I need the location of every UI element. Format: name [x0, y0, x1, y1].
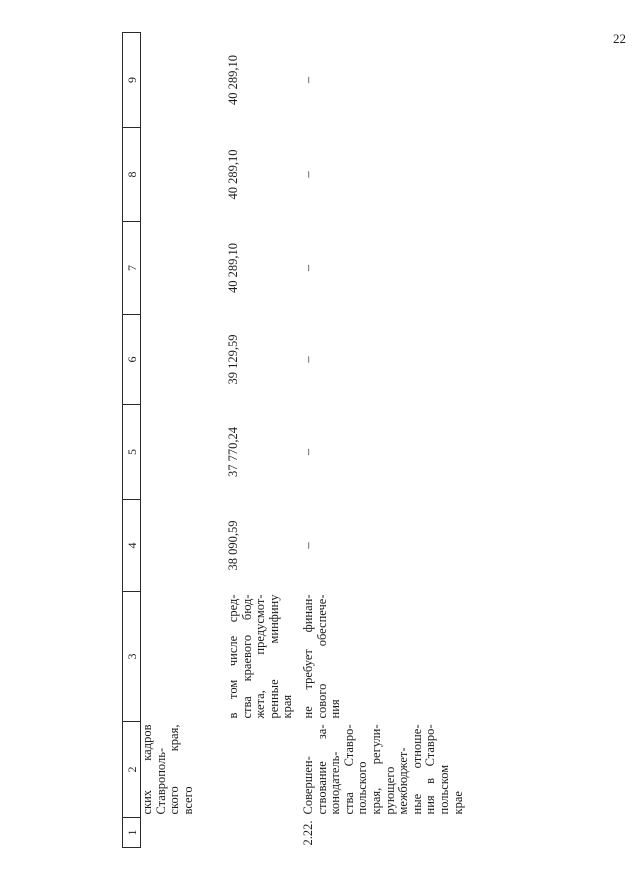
item-number-cell: 2.22.	[301, 820, 315, 846]
text-line: ствование за-	[314, 724, 329, 815]
header-col-9: 9	[123, 33, 141, 128]
table-row	[227, 33, 302, 848]
text-line: Совершен-	[301, 756, 315, 815]
dash-cell-col4: –	[301, 542, 315, 549]
text-line: жета, предусмот-	[253, 594, 268, 719]
header-col-3: 3	[123, 592, 141, 722]
header-col-1: 1	[123, 818, 141, 848]
table-row	[141, 33, 228, 848]
value-cell-col4: 38 090,59	[226, 520, 240, 571]
cell-row2-col3	[227, 592, 302, 722]
dash-cell-col9: –	[301, 76, 315, 84]
text-line: ства Ставро-	[341, 724, 356, 815]
value-cell-col7: 40 289,10	[226, 243, 240, 293]
budget-table	[122, 32, 468, 848]
text-line: межбюджет-	[396, 747, 411, 815]
text-line: ских кадров	[140, 724, 154, 815]
dash-cell-col7: –	[301, 264, 315, 272]
page-number: 22	[613, 31, 626, 46]
cell-row2-col2	[227, 722, 302, 818]
text-line: ния в Ставро-	[423, 724, 438, 815]
value-cell-col5: 37 770,24	[226, 427, 240, 477]
cell-row1-col9	[141, 33, 228, 128]
text-line: польского	[355, 761, 370, 815]
dash-cell-col5: –	[301, 448, 315, 456]
text-line: края, регули-	[368, 724, 383, 815]
text-line: крае	[450, 791, 465, 815]
value-cell-col6: 39 129,59	[226, 334, 240, 385]
text-line: Ставрополь-	[153, 747, 168, 815]
value-cell-col8: 40 289,10	[226, 149, 240, 200]
cell-row1-col3	[141, 592, 228, 722]
text-line: в том числе сред-	[226, 594, 240, 719]
cell-row1-col4	[141, 500, 228, 592]
header-col-7: 7	[123, 222, 141, 315]
header-col-8: 8	[123, 128, 141, 222]
text-line: ные отноше-	[409, 724, 424, 815]
table-row	[302, 33, 468, 848]
text-line: конодатель-	[328, 751, 343, 815]
text-line: ренные минфину	[266, 594, 281, 719]
text-line: края	[280, 694, 295, 719]
text-line: ства краевого бюд-	[239, 594, 254, 719]
text-line: польском	[436, 764, 451, 815]
cell-row3-col2	[302, 722, 468, 818]
cell-row1-col2	[141, 722, 228, 818]
cell-row1-col6	[141, 315, 228, 405]
cell-row1-col5	[141, 405, 228, 500]
text-line: не требует финан-	[301, 594, 315, 719]
text-line: рующего	[382, 766, 397, 815]
header-row	[123, 33, 141, 848]
dash-cell-col6: –	[301, 356, 315, 363]
text-line: всего	[180, 786, 195, 815]
header-col-5: 5	[123, 405, 141, 500]
dash-cell-col8: –	[301, 171, 315, 178]
header-col-6: 6	[123, 315, 141, 405]
cell-row3-col3	[302, 592, 468, 722]
header-col-4: 4	[123, 500, 141, 592]
text-line: ния	[328, 699, 343, 719]
value-cell-col9: 40 289,10	[226, 55, 240, 105]
cell-row1-col8	[141, 128, 228, 222]
cell-row1-col1	[141, 818, 228, 848]
text-line: ского края,	[167, 724, 182, 815]
cell-row2-col1	[227, 818, 302, 848]
cell-row1-col7	[141, 222, 228, 315]
header-col-2: 2	[123, 722, 141, 818]
rotated-table-container	[122, 33, 467, 848]
text-line: сового обеспече-	[314, 594, 329, 719]
